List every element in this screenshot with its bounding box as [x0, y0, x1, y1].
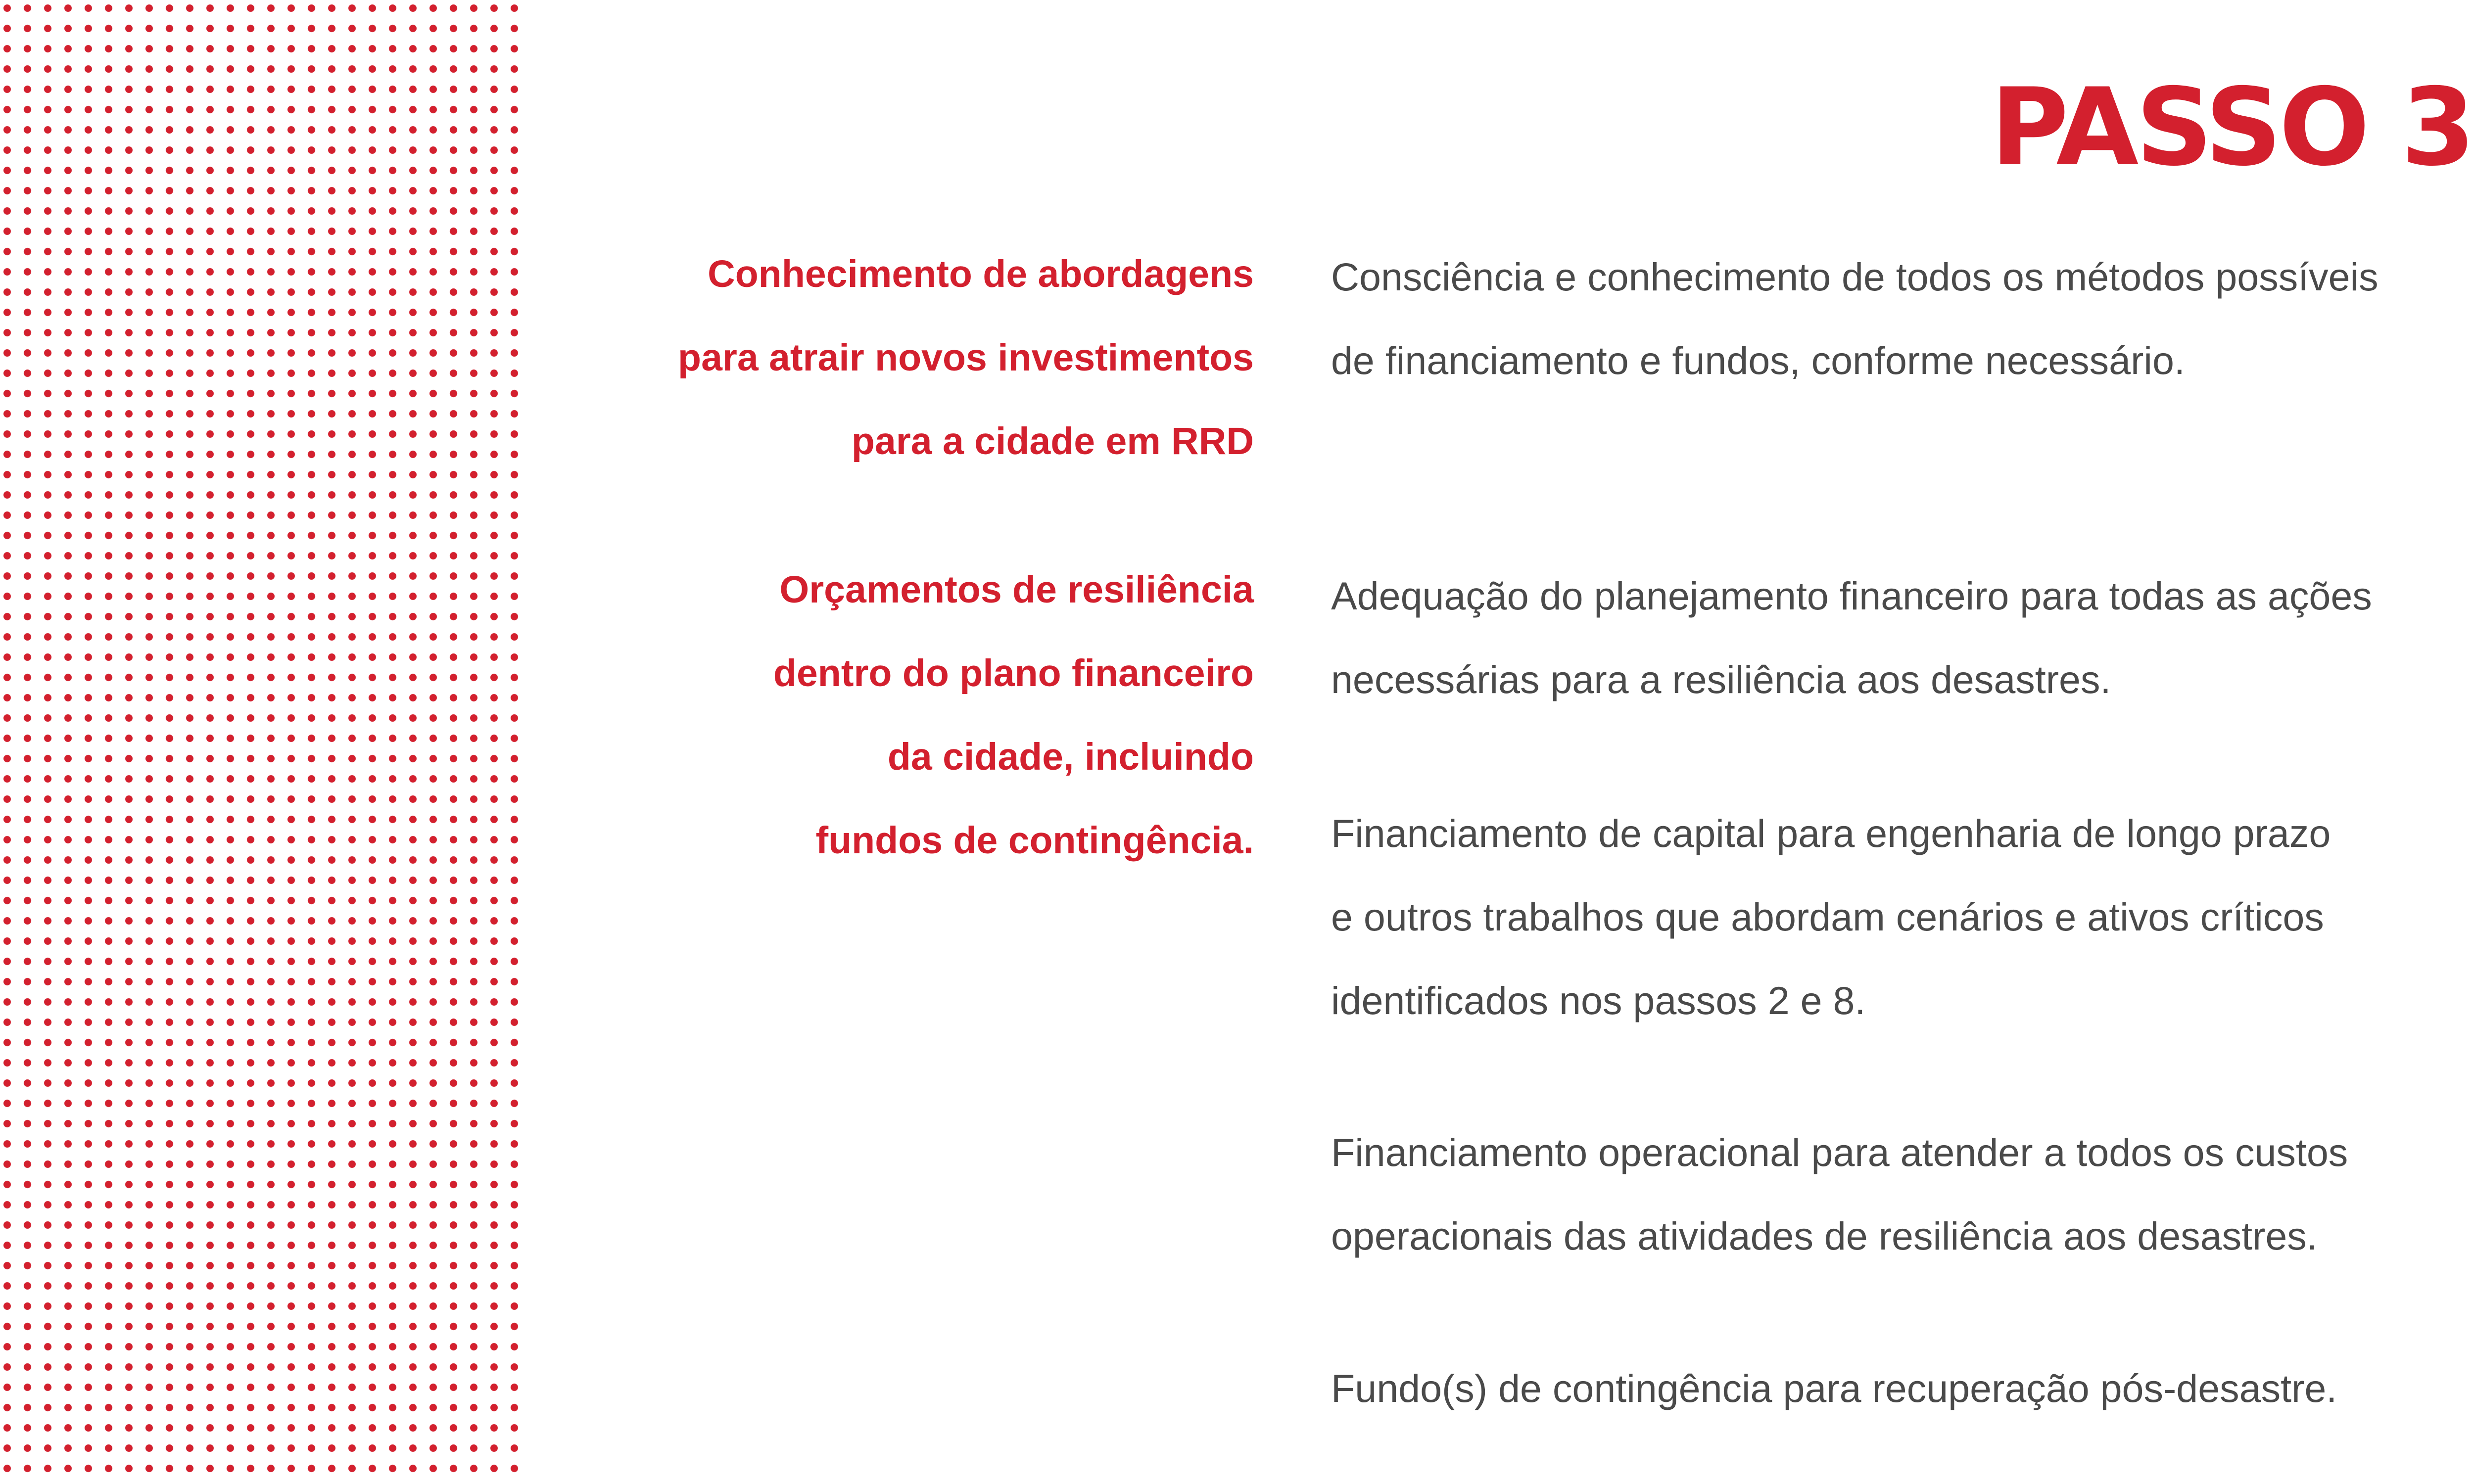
- left-heading-line: da cidade, incluindo: [887, 736, 1254, 778]
- paragraph-awareness: [1331, 235, 2474, 402]
- paragraph-line: e outros trabalhos que abordam cenários e ativos críticos: [1331, 895, 2324, 939]
- left-heading-investments: [462, 232, 1254, 483]
- paragraph-line: Financiamento operacional para atender a todos os custos: [1331, 1130, 2348, 1174]
- paragraph-line: identificados nos passos 2 e 8.: [1331, 978, 1866, 1022]
- paragraph-line: necessárias para a resiliência aos desastres.: [1331, 657, 2111, 701]
- left-heading-budgets: [462, 548, 1254, 882]
- left-heading-line: Orçamentos de resiliência: [779, 568, 1254, 611]
- left-heading-line: para a cidade em RRD: [851, 420, 1254, 463]
- paragraph-financial-planning: [1331, 554, 2474, 721]
- left-heading-line: fundos de contingência.: [815, 819, 1254, 862]
- paragraph-line: Financiamento de capital para engenharia de longo prazo: [1331, 811, 2331, 855]
- paragraph-line: de financiamento e fundos, conforme necessário.: [1331, 338, 2185, 382]
- page-title: PASSO 3: [1990, 65, 2473, 189]
- dot-pattern: [0, 0, 520, 1484]
- paragraph-capital-financing: [1331, 791, 2474, 1042]
- paragraph-contingency-fund: [1331, 1346, 2474, 1430]
- paragraph-line: Fundo(s) de contingência para recuperação pós-desastre.: [1331, 1366, 2337, 1410]
- paragraph-line: operacionais das atividades de resiliência aos desastres.: [1331, 1214, 2318, 1258]
- paragraph-line: Consciência e conhecimento de todos os métodos possíveis: [1331, 255, 2379, 299]
- paragraph-operational-financing: [1331, 1111, 2474, 1278]
- left-heading-line: Conhecimento de abordagens: [708, 253, 1254, 295]
- left-heading-line: para atrair novos investimentos: [678, 336, 1254, 379]
- left-heading-line: dentro do plano financeiro: [773, 652, 1254, 695]
- paragraph-line: Adequação do planejamento financeiro para todas as ações: [1331, 574, 2372, 618]
